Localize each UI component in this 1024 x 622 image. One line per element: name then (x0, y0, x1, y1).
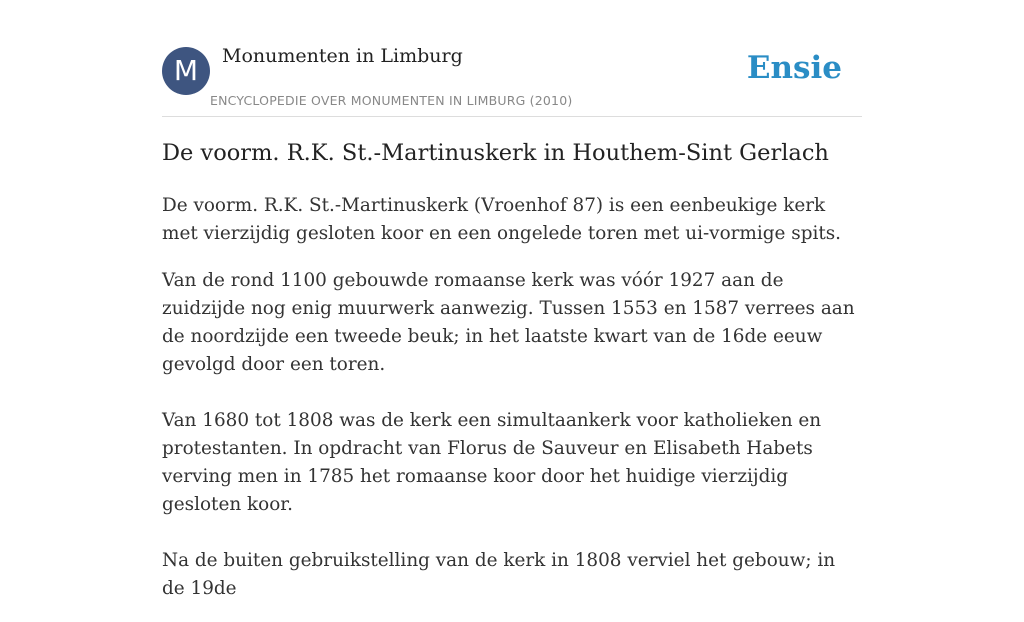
source-header (162, 0, 862, 117)
brand-logo[interactable]: Ensie (746, 50, 842, 86)
page-title: De voorm. R.K. St.-Martinuskerk in Houthem-Sint Gerlach (162, 140, 829, 166)
paragraph-2: Van de rond 1100 gebouwde romaanse kerk was vóór 1927 aan de zuidzijde nog enig muurwerk aanwezig. Tussen 1553 en 1587 verrees aan de noordzijde een tweede beuk; in het laatste kwart van de 16de eeuw gevolgd door een toren. Van 1680 tot 1808 was de kerk een simultaankerk voor katholieken en protestanten. In opdracht van Florus de Sauveur en Elisabeth Habets verving men in 1785 het romaanse koor door het huidige vierzijdig gesloten koor. Na de buiten gebruikstelling van de kerk in 1808 verviel het gebouw; in de 19de (162, 270, 855, 599)
source-title[interactable]: Monumenten in Limburg (222, 45, 463, 67)
source-subtitle: ENCYCLOPEDIE OVER MONUMENTEN IN LIMBURG (2010) (210, 93, 573, 108)
document-page (162, 0, 862, 599)
avatar[interactable]: M (162, 47, 210, 95)
paragraph-1: De voorm. R.K. St.-Martinuskerk (Vroenhof 87) is een eenbeukige kerk met vierzijdig gesloten koor en een ongelede toren met ui-vormige spits. (162, 195, 842, 244)
article-body (162, 192, 862, 622)
